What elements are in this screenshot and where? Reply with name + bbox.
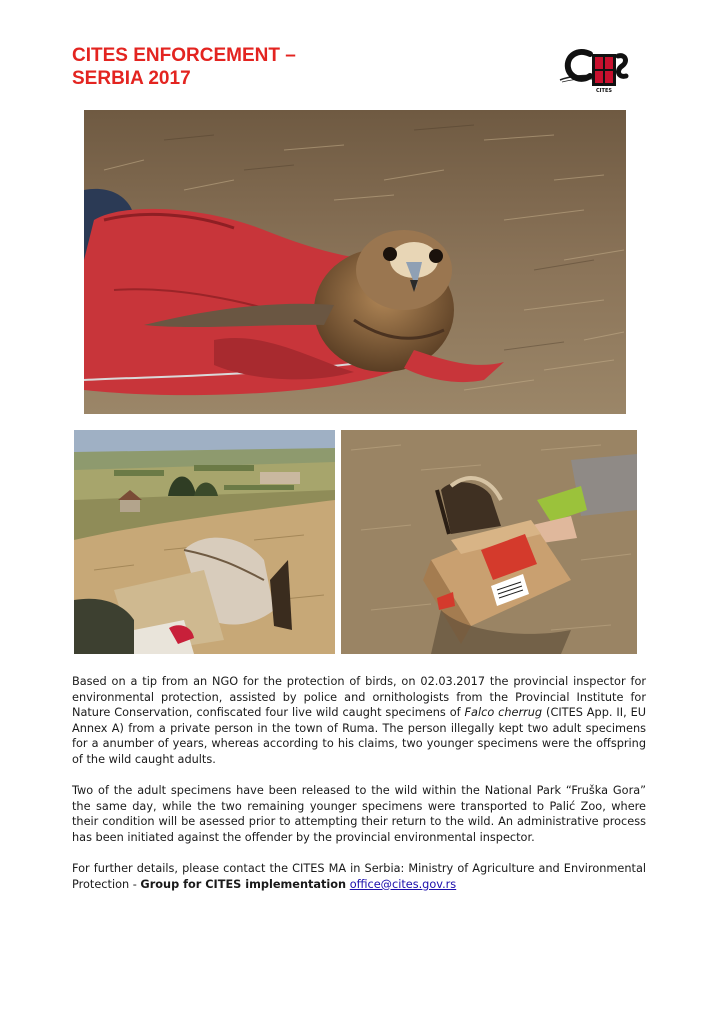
contact-group: Group for CITES implementation bbox=[140, 877, 347, 891]
photo-main bbox=[84, 110, 626, 414]
logo-text: CITES bbox=[596, 88, 612, 94]
paragraph-1-rest: (CITES App. II, EU Annex A) from a private person in the town of Ruma. The person illegally kept two adult specimens for a anumber of years, whereas according to his claims, two younger specimens were the offspring of the wild caught adults. bbox=[72, 706, 646, 766]
falcon-box-photo-icon bbox=[341, 430, 637, 654]
paragraph-3 bbox=[72, 861, 646, 892]
paragraph-1 bbox=[72, 674, 646, 767]
contact-text: For further details, please contact the CITES MA in Serbia: Ministry of Agriculture and Environmental Protection - bbox=[72, 862, 646, 891]
cites-logo bbox=[556, 46, 634, 94]
article-body bbox=[72, 674, 646, 908]
title-line-2: SERBIA 2017 bbox=[72, 68, 191, 89]
photo-left bbox=[74, 430, 335, 654]
paragraph-2: Two of the adult specimens have been released to the wild within the National Park “Fruška Gora” the same day, while the two remaining younger specimens were transported to Palić Zoo, where their condition will be asessed prior to attempting their return to the wild. An administrative process has been initiated against the offender by the provincial environmental inspector. bbox=[72, 784, 646, 844]
page-title bbox=[72, 44, 296, 90]
photo-right bbox=[341, 430, 637, 654]
cites-serbia-logo-icon bbox=[556, 46, 634, 94]
title-line-1: CITES ENFORCEMENT – bbox=[72, 45, 296, 66]
falcon-release-photo-icon bbox=[74, 430, 335, 654]
paragraph-1-intro: Based on a tip from an NGO for the protection of birds, on 02.03.2017 the provincial inspector for environmental protection, assisted by police and ornithologists from the Provincial Institute for Nature Conservation, confiscated four live wild caught specimens of bbox=[72, 675, 646, 719]
species-name: Falco cherrug bbox=[464, 706, 543, 719]
falcon-glove-photo-icon bbox=[84, 110, 626, 414]
contact-email-link[interactable]: office@cites.gov.rs bbox=[349, 877, 457, 891]
